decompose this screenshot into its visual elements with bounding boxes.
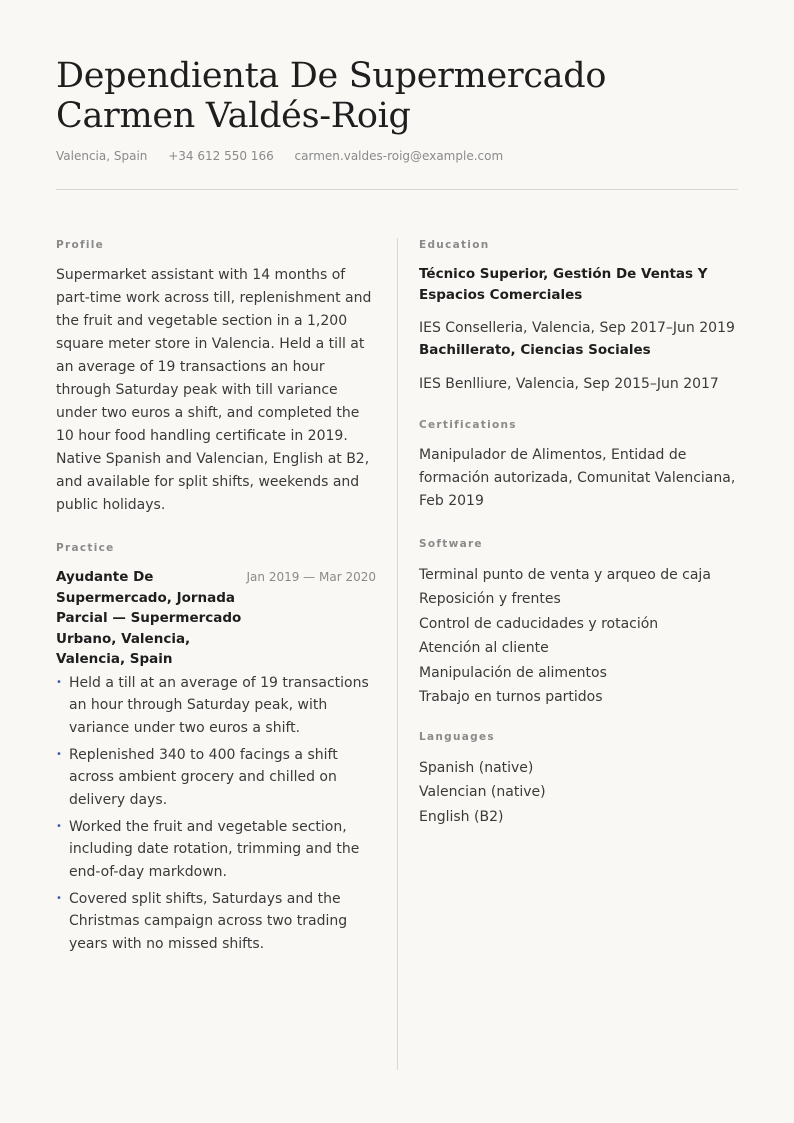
software-section <box>419 537 738 710</box>
language-item: Spanish (native) <box>419 759 534 776</box>
language-item: English (B2) <box>419 808 504 825</box>
education-title: Técnico Superior, Gestión De Ventas Y Espacios Comerciales <box>419 266 708 303</box>
bullet-icon: • <box>56 748 62 760</box>
education-title: Bachillerato, Ciencias Sociales <box>419 342 651 358</box>
right-column <box>419 238 738 855</box>
education-meta: IES Benlliure, Valencia, Sep 2015–Jun 2017 <box>419 375 719 392</box>
list-item <box>56 744 376 812</box>
software-item: Trabajo en turnos partidos <box>419 689 603 705</box>
header-divider <box>56 189 738 190</box>
job-dates: Jan 2019 — Mar 2020 <box>246 570 376 584</box>
section-heading-certifications: Certifications <box>419 418 517 431</box>
section-heading-profile: Profile <box>56 239 105 251</box>
languages-section <box>419 730 738 830</box>
software-item: Atención al cliente <box>419 640 549 656</box>
bullet-icon: • <box>56 892 62 904</box>
job-bullets <box>56 672 376 956</box>
job-header <box>56 567 376 670</box>
column-divider <box>397 238 398 1070</box>
section-heading-education: Education <box>419 239 490 251</box>
bullet-text: Held a till at an average of 19 transactions an hour through Saturday peak, with variance under two euros a shift. <box>69 674 369 736</box>
job-title: Ayudante De Supermercado, Jornada Parcial — Supermercado Urbano, Valencia, Valencia, Spain <box>56 569 242 667</box>
title-line-role: Dependienta De Supermercado <box>56 56 607 96</box>
software-item: Terminal punto de venta y arqueo de caja <box>419 566 711 583</box>
contact-location: Valencia, Spain <box>56 149 148 163</box>
bullet-text: Covered split shifts, Saturdays and the Christmas campaign across two trading years with no missed shifts. <box>69 890 348 952</box>
section-heading-software: Software <box>419 537 483 550</box>
section-heading-languages: Languages <box>419 730 495 743</box>
title-line-name: Carmen Valdés-Roig <box>56 96 411 136</box>
language-item: Valencian (native) <box>419 784 546 800</box>
software-item: Control de caducidades y rotación <box>419 615 659 632</box>
practice-section <box>56 541 376 955</box>
list-item <box>56 816 376 884</box>
education-section <box>419 238 738 396</box>
bullet-icon: • <box>56 676 62 688</box>
bullet-text: Replenished 340 to 400 facings a shift across ambient grocery and chilled on delivery days. <box>69 746 338 808</box>
certifications-section <box>419 418 738 513</box>
contact-line <box>56 149 520 163</box>
education-meta: IES Conselleria, Valencia, Sep 2017–Jun 2019 <box>419 320 735 336</box>
contact-phone: +34 612 550 166 <box>168 149 274 163</box>
page-title <box>56 56 738 136</box>
bullet-text: Worked the fruit and vegetable section, including date rotation, trimming and the end-of-day markdown. <box>69 818 360 880</box>
education-item <box>419 340 738 396</box>
bullet-icon: • <box>56 820 62 832</box>
software-item: Reposición y frentes <box>419 591 561 607</box>
education-item <box>419 264 738 340</box>
section-heading-practice: Practice <box>56 542 115 554</box>
contact-email: carmen.valdes-roig@example.com <box>294 149 504 163</box>
certification-text: Manipulador de Alimentos, Entidad de formación autorizada, Comunitat Valenciana, Feb 2019 <box>419 446 736 509</box>
list-item <box>56 888 376 956</box>
profile-text: Supermarket assistant with 14 months of part-time work across till, replenishment and the fruit and vegetable section in a 1,200 square meter store in Valencia. Held a till at an average of 19 transactions an hour through Saturday peak with till variance under two euros a shift, and completed the 10 hour food handling certificate in 2019. Native Spanish and Valencian, English at B2, and available for split shifts, weekends and public holidays. <box>56 267 372 513</box>
list-item <box>56 672 376 740</box>
left-column <box>56 238 376 981</box>
profile-section <box>56 238 376 517</box>
software-item: Manipulación de alimentos <box>419 664 607 681</box>
